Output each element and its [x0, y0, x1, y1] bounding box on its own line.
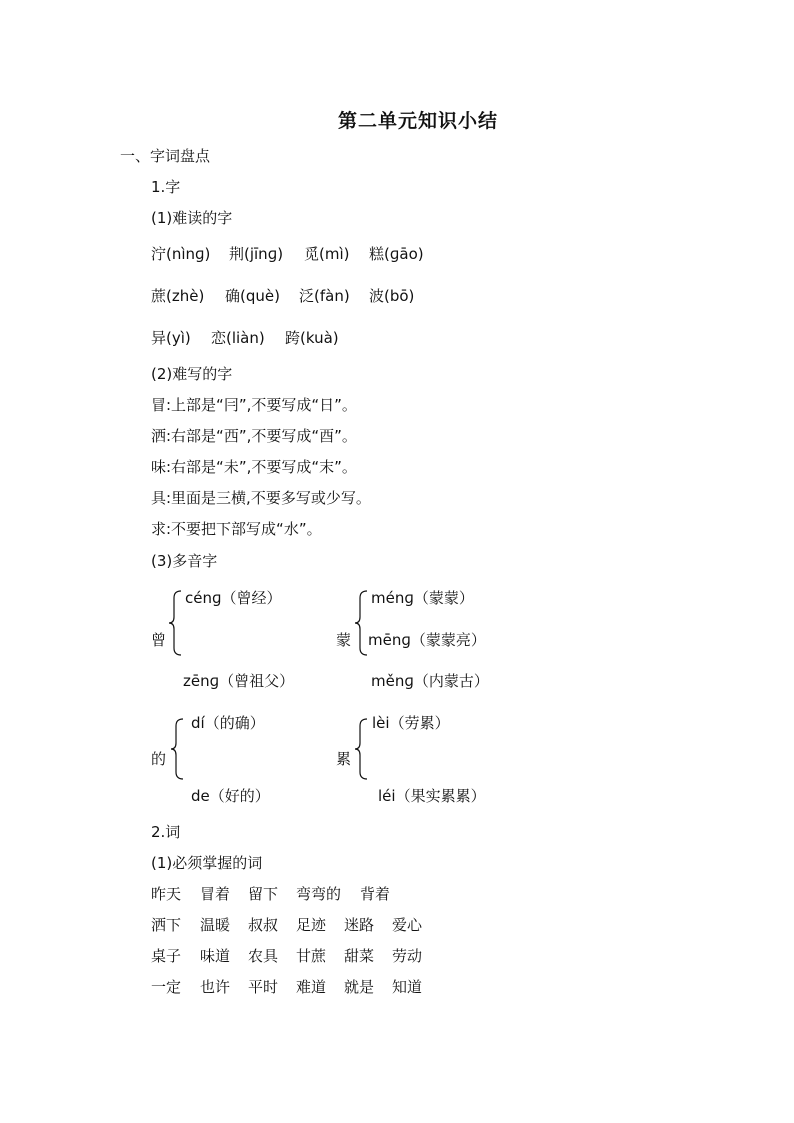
table-cell: 甘蔗 — [296, 947, 327, 965]
list-item: 冒:上部是“冃”,不要写成“日”。 — [151, 396, 357, 414]
table-cell: 农具 — [248, 947, 279, 965]
polyphone-char: 的 — [151, 750, 167, 768]
subsection-characters: 1.字 — [151, 178, 181, 196]
list-item: 荆(jīnɡ) — [229, 245, 284, 263]
list-item: 洒:右部是“西”,不要写成“酉”。 — [151, 427, 357, 445]
table-cell: 叔叔 — [248, 916, 279, 934]
list-item: 波(bō) — [369, 287, 415, 305]
table-cell: 知道 — [392, 978, 423, 996]
table-cell: 甜菜 — [344, 947, 375, 965]
list-item: 确(què) — [225, 287, 280, 305]
table-cell: 就是 — [344, 978, 375, 996]
table-cell: 温暖 — [200, 916, 231, 934]
brace-icon — [170, 718, 184, 780]
table-cell: 洒下 — [151, 916, 182, 934]
words-heading: (1)必须掌握的词 — [151, 854, 263, 872]
subsection-words: 2.词 — [151, 823, 181, 841]
list-item: 异(yì) — [151, 329, 191, 347]
hard-write-heading: (2)难写的字 — [151, 365, 233, 383]
table-cell: 弯弯的 — [296, 885, 342, 903]
table-cell: 平时 — [248, 978, 279, 996]
polyphone-reading: měnɡ（内蒙古） — [371, 672, 489, 690]
table-cell: 昨天 — [151, 885, 182, 903]
polyphone-reading: cénɡ（曾经） — [185, 589, 282, 607]
list-item: 恋(liàn) — [211, 329, 265, 347]
polyphone-reading: lèi（劳累） — [372, 714, 450, 732]
table-cell: 背着 — [360, 885, 391, 903]
polyphone-reading: dí（的确） — [191, 714, 265, 732]
table-cell: 难道 — [296, 978, 327, 996]
list-item: 觅(mì) — [304, 245, 350, 263]
list-item: 具:里面是三横,不要多写或少写。 — [151, 489, 371, 507]
polyphone-char: 蒙 — [336, 631, 352, 649]
table-cell: 一定 — [151, 978, 182, 996]
polyphone-char: 累 — [336, 750, 352, 768]
section-heading: 一、字词盘点 — [120, 147, 211, 165]
polyphone-reading: léi（果实累累） — [378, 787, 486, 805]
polyphone-heading: (3)多音字 — [151, 552, 218, 570]
brace-icon — [168, 590, 182, 656]
polyphone-reading: ménɡ（蒙蒙） — [371, 589, 474, 607]
list-item: 味:右部是“未”,不要写成“末”。 — [151, 458, 357, 476]
list-item: 跨(kuà) — [285, 329, 339, 347]
list-item: 泛(fàn) — [299, 287, 350, 305]
table-cell: 爱心 — [392, 916, 423, 934]
polyphone-reading: zēnɡ（曾祖父） — [183, 672, 295, 690]
table-cell: 味道 — [200, 947, 231, 965]
polyphone-reading: mēnɡ（蒙蒙亮） — [368, 631, 486, 649]
list-item: 泞(nìnɡ) — [151, 245, 211, 263]
page-title: 第二单元知识小结 — [337, 110, 498, 132]
list-item: 求:不要把下部写成“水”。 — [151, 520, 322, 538]
table-cell: 冒着 — [200, 885, 231, 903]
list-item: 蔗(zhè) — [151, 287, 205, 305]
table-cell: 桌子 — [151, 947, 182, 965]
table-cell: 劳动 — [392, 947, 423, 965]
hard-read-heading: (1)难读的字 — [151, 209, 233, 227]
polyphone-char: 曾 — [151, 631, 167, 649]
table-cell: 留下 — [248, 885, 279, 903]
table-cell: 迷路 — [344, 916, 375, 934]
brace-icon — [354, 590, 368, 656]
list-item: 糕(ɡāo) — [369, 245, 424, 263]
table-cell: 也许 — [200, 978, 231, 996]
brace-icon — [354, 718, 368, 780]
table-cell: 足迹 — [296, 916, 327, 934]
polyphone-reading: de（好的） — [191, 787, 270, 805]
